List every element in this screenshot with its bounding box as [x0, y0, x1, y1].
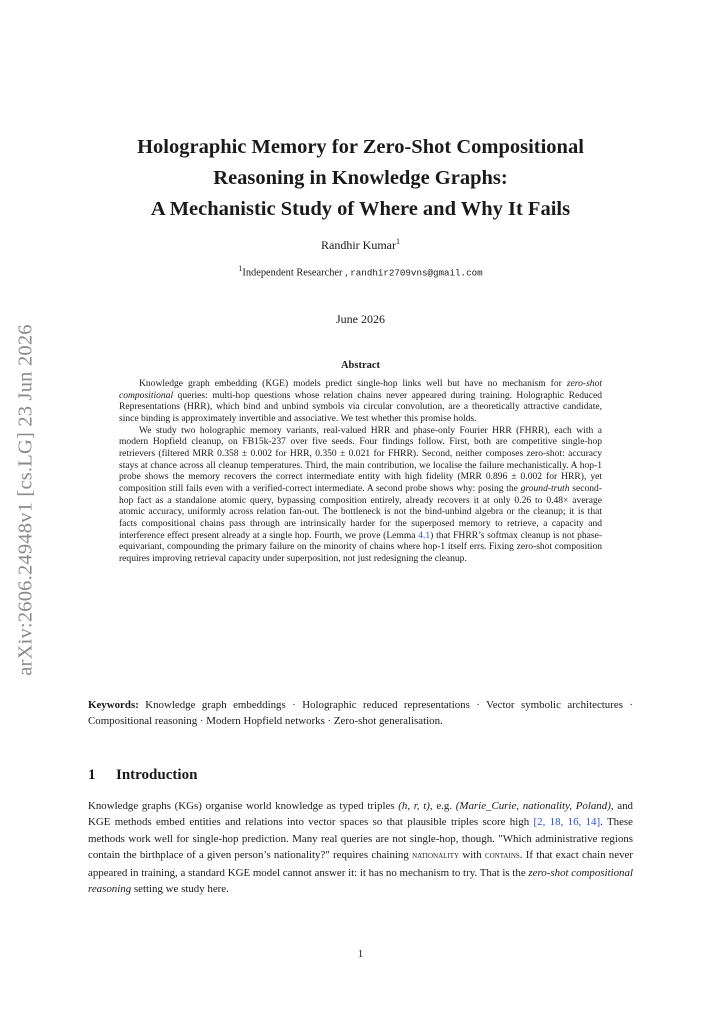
abstract-emphasis: ground-truth [520, 482, 570, 494]
citation-separator: , [560, 816, 568, 829]
page-number: 1 [357, 948, 364, 960]
paper-date: June 2026 [336, 312, 385, 326]
affiliation [90, 264, 631, 278]
citation-link[interactable]: 16 [567, 816, 579, 829]
lemma-reference-link[interactable]: 4.1 [418, 529, 431, 541]
affiliation-text: Independent Researcher , [242, 267, 351, 279]
abstract-text: Knowledge graph embedding (KGE) models predict single-hop links well but have no mechanism for [139, 378, 567, 389]
arxiv-id: arXiv:2606.24948v1 [cs.LG] 23 Jun 2026 [14, 324, 37, 676]
intro-text: , e.g. [429, 800, 456, 812]
relation-name: nationality [412, 850, 460, 862]
intro-text: . These methods work well for single-hop prediction. Many real queries are not single-hop, though. "Which administrative regions contain the birthplace of a given person’s nationality?" requires chaining [88, 816, 633, 862]
intro-text: , and KGE methods embed entities and relations into vector spaces so that plausible triples score high [88, 800, 633, 829]
citation-bracket: [ [533, 816, 538, 829]
section-number: 1 [88, 767, 96, 783]
intro-example: (Marie_Curie, nationality, Poland) [455, 800, 611, 812]
abstract-text: second-hop fact as a standalone atomic query, bypassing composition entirely, already recovers it at only 0.26 to 0.48× average atomic accuracy, uniformly across relation fan-out. The bottleneck is not the bind-unbind algebra or the cleanup; it is that facts compositional chains pass through are intrinsically harder for the superposed memory to retrieve, a capacity and interference effect present already at a single hop. Fourth, we prove (Lemma [119, 482, 603, 541]
keywords-text: Knowledge graph embeddings · Holographic reduced representations · Vector symbolic architectures · Compositional reasoning · Modern Hopfield networks · Zero-shot generalisation. [88, 699, 633, 728]
intro-text: with [459, 849, 485, 862]
title-line: Holographic Memory for Zero-Shot Compositional [137, 136, 584, 158]
abstract-heading: Abstract [340, 360, 381, 371]
abstract-text: queries: multi-hop questions whose relation chains never appeared during training. Holographic Reduced Representations (HRR), which bind and unbind symbols via circular convolution, are a theoretically attractive candidate, since binding is approximately invertible and associative. We test whether this promise holds. [119, 389, 602, 424]
intro-paragraph [88, 798, 633, 897]
intro-text: setting we study here. [131, 883, 229, 896]
intro-emphasis: zero-shot compositional reasoning [88, 866, 633, 896]
author-email: randhir2709vns@gmail.com [350, 267, 483, 279]
keywords [88, 697, 633, 730]
citation-link[interactable]: 14 [585, 816, 597, 829]
section-title: Introduction [116, 767, 198, 783]
abstract-text: ) that FHRR’s softmax cleanup is not phase-equivariant, compounding the primary failure on the minority of chains where hop-1 itself errs. Fixing zero-shot composition requires improving retrieval capacity under superposition, not just redesigning the cleanup. [119, 529, 603, 564]
citation-separator: , [542, 816, 550, 829]
intro-text: Knowledge graphs (KGs) organise world knowledge as typed triples [88, 800, 399, 812]
keywords-label: Keywords: [88, 699, 139, 711]
author [90, 237, 631, 253]
citation-link[interactable]: 18 [549, 816, 561, 829]
title-line: A Mechanistic Study of Where and Why It Fails [150, 198, 571, 220]
paper-title [90, 132, 631, 225]
relation-name: contains [484, 850, 520, 862]
citation-link[interactable]: 2 [537, 816, 543, 829]
citation-separator: , [578, 816, 586, 829]
citation-bracket: ] [596, 816, 601, 829]
abstract-text: We study two holographic memory variants, real-valued HRR and phase-only Fourier HRR (FHRR), each with a modern Hopfield cleanup, on FB15k-237 over five seeds. Four findings follow. First, both are competitive single-hop retrievers (filtered MRR 0.358 ± 0.002 for HRR, 0.350 ± 0.021 for FHRR). Second, neither composes zero-shot: accuracy stays at chance across all cleanup temperatures. Third, the main contribution, we localise the failure mechanistically. A hop-1 probe shows the memory recovers the correct intermediate entity with high fidelity (MRR 0.896 ± 0.002 for HRR), yet composition still fails even with a verified-correct intermediate. A second probe shows why: posing the [119, 424, 602, 494]
abstract-paragraph [119, 378, 602, 425]
abstract-paragraph [119, 425, 602, 565]
title-line: Reasoning in Knowledge Graphs: [213, 167, 508, 189]
intro-text: . If that exact chain never appeared in training, a standard KGE model cannot answer it: it has no mechanism to try. That is the [88, 849, 633, 879]
author-affiliation-mark: 1 [395, 237, 400, 246]
section-heading-introduction [88, 767, 197, 784]
abstract-body [119, 378, 602, 565]
affiliation-mark: 1 [238, 264, 243, 273]
arxiv-identifier-sidebar [10, 300, 42, 700]
author-name: Randhir Kumar [321, 238, 396, 252]
abstract-emphasis: zero-shot compositional [119, 378, 602, 401]
intro-math: (h, r, t) [398, 800, 430, 812]
introduction-body [88, 798, 633, 897]
